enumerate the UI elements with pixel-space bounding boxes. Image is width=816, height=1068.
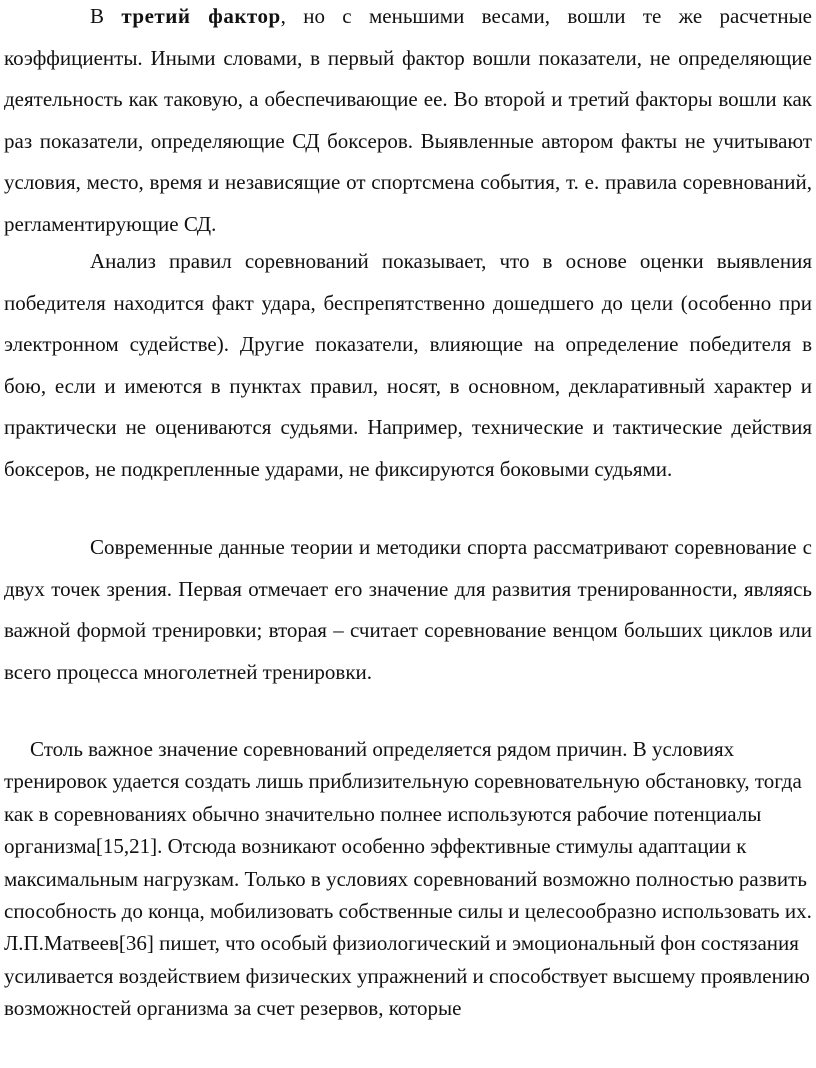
- paragraph-competition-importance: Столь важное значение соревнований определяется рядом причин. В условиях тренировок удается создать лишь приблизительную соревновательную обстановку, тогда как в соревнованиях обычно значительно полнее используются рабочие потенциалы организма[15,21]. Отсюда возникают особенно эффективные стимулы адаптации к максимальным нагрузкам. Только в условиях соревнований возможно полностью развить способность до конца, мобилизовать собственные силы и целесообразно использовать их. Л.П.Матвеев[36] пишет, что особый физиологический и эмоциональный фон состязания усиливается воздействием физических упражнений и способствует высшему проявлению возможностей организма за счет резервов, которые: [4, 737, 812, 1021]
- paragraph-factor-analysis: [4, 0, 812, 246]
- paragraph-lead: В: [90, 4, 122, 28]
- paragraph-rules-analysis: Анализ правил соревнований показывает, что в основе оценки выявления победителя находится факт удара, беспрепятственно дошедшего до цели (особенно при электронном судействе). Другие показатели, влияющие на определение победителя в бою, если и имеются в пунктах правил, носят, в основном, декларативный характер и практически не оцениваются судьями. Например, технические и тактические действия боксеров, не подкрепленные ударами, не фиксируются боковыми судьями.: [4, 249, 812, 481]
- paragraph-body: , но с меньшими весами, вошли те же расчетные коэффициенты. Иными словами, в первый фактор вошли показатели, не определяющие деятельность как таковую, а обеспечивающие ее. Во второй и третий факторы вошли как раз показатели, определяющие СД боксеров. Выявленные автором факты не учитывают условия, место, время и независящие от спортсмена события, т. е. правила соревнований, регламентирующие СД.: [4, 4, 812, 236]
- paragraph-modern-theory: Современные данные теории и методики спорта рассматривают соревнование с двух точек зрения. Первая отмечает его значение для развития тренированности, являясь важной формой тренировки; вторая – считает соревнование венцом больших циклов или всего процесса многолетней тренировки.: [4, 535, 812, 684]
- emphasis-third-factor: третий фактор: [121, 4, 281, 28]
